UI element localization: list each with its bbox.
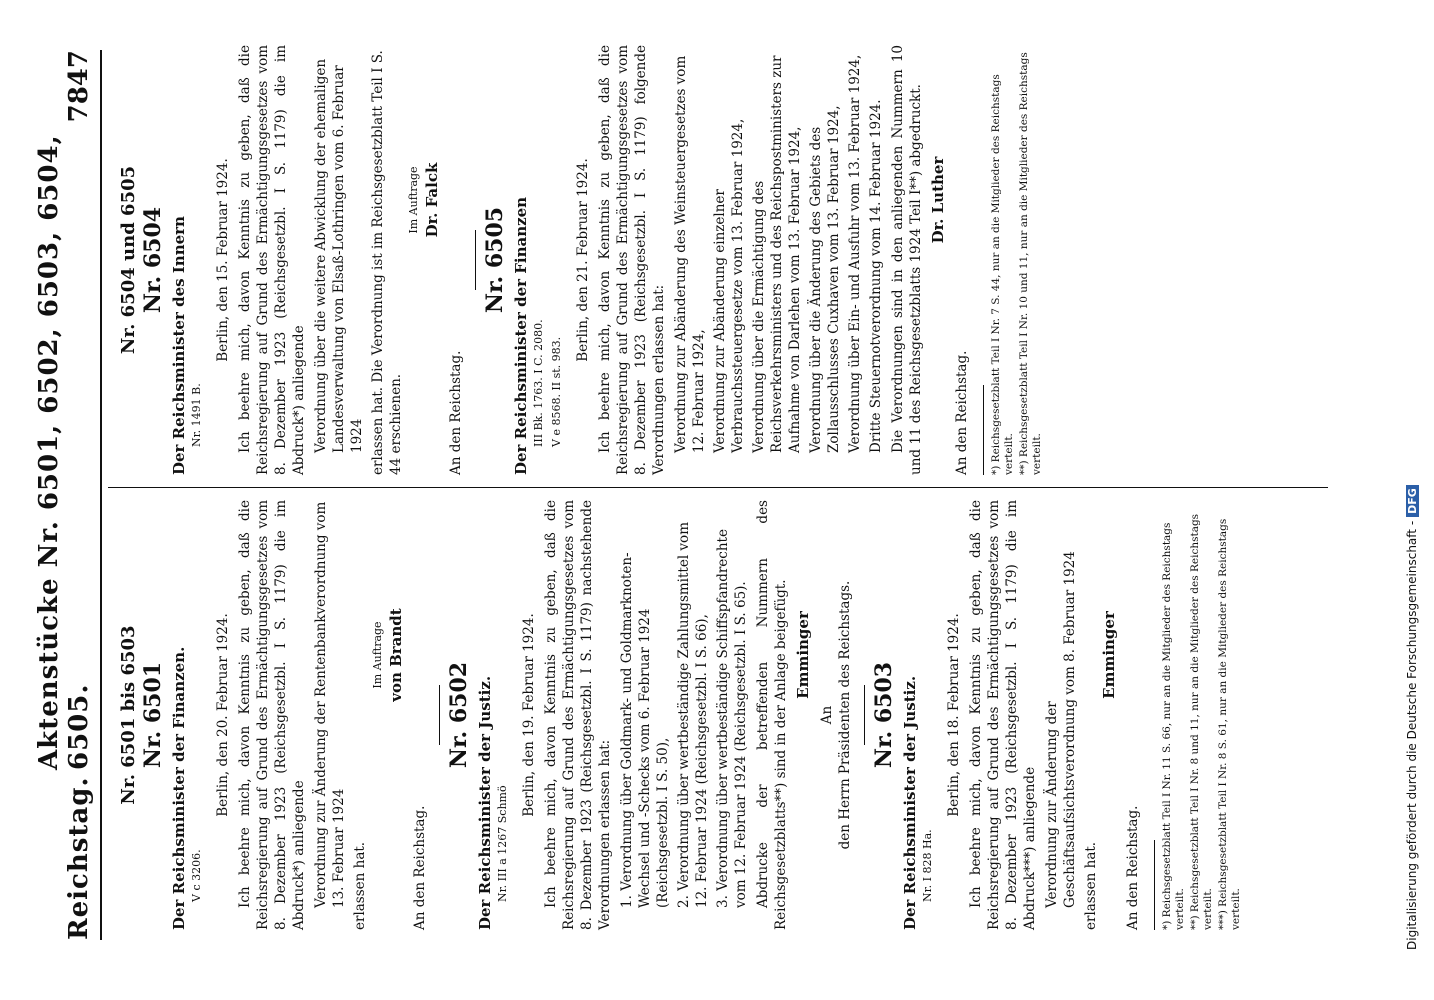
doc-number: Nr. 6503 bbox=[871, 661, 897, 769]
dfg-logo: DFG bbox=[1406, 485, 1419, 517]
doc-number: Nr. 6504 bbox=[140, 206, 166, 314]
signature: Emminger bbox=[1100, 611, 1118, 699]
footnote: ***) Reichsgesetzblatt Teil I Nr. 8 S. 61, nur an die Mitglieder des Reichstags verteilt. bbox=[1217, 518, 1242, 930]
ordinance-item: 1. Verordnung über Goldmark- und Goldmarknoten-Wechsel und -Schecks vom 6. Februar 1924 (Reichsgesetzbl. I S. 50), bbox=[619, 552, 671, 908]
reference: V c 3206. bbox=[190, 849, 203, 902]
footnote-rule bbox=[983, 385, 984, 475]
ordinance-item: Verordnung zur Abänderung einzelner Verbrauchssteuergesetze vom 13. Februar 1924, bbox=[712, 118, 746, 453]
body-text: Ich beehre mich, davon Kenntnis zu geben, daß die Reichsregierung auf Grund des Ermächtigungsgesetzes vom 8. Dezember 1923 (Reichsgesetzbl. I S. 1179) nachstehende Verordnungen erlassen hat: bbox=[543, 500, 613, 930]
reference: V e 8568. II st. 983. bbox=[550, 336, 563, 447]
page-number: 7847 bbox=[64, 50, 94, 123]
body-text: Ich beehre mich, davon Kenntnis zu geben, daß die Reichsregierung auf Grund des Ermächtigungsgesetzes vom 8. Dezember 1923 (Reichsgesetzbl. I S. 1179) die im Abdruck*) anliegende bbox=[237, 45, 307, 475]
date-line: Berlin, den 19. Februar 1924. bbox=[521, 613, 537, 817]
sender: Der Reichsminister der Finanzen. bbox=[170, 646, 188, 930]
addressee: An den Reichstag. bbox=[448, 350, 464, 475]
ordinance-item: Verordnung über die Ermächtigung des Reichsverkehrsministers und des Reichspostministers zur Aufnahme von Darlehen vom 13. Februar 1924, bbox=[751, 55, 803, 453]
ordinance-item: Verordnung zur Änderung der Rentenbankverordnung vom 13. Februar 1924 bbox=[313, 501, 347, 908]
doc-number: Nr. 6501 bbox=[140, 661, 166, 769]
closing-text: erlassen hat. bbox=[352, 841, 368, 930]
ordinance-item: Verordnung zur Abänderung des Weinsteuergesetzes vom 12. Februar 1924, bbox=[673, 55, 707, 453]
signature: Dr. Falck bbox=[423, 162, 441, 238]
closing-text: erlassen hat. bbox=[1083, 841, 1099, 930]
range-heading: Nr. 6504 und 6505 bbox=[118, 165, 139, 355]
page-header bbox=[34, 50, 102, 940]
signature: von Brandt bbox=[387, 608, 405, 702]
header-left: Reichstag. bbox=[64, 776, 94, 940]
addressee: An den Reichstag. bbox=[412, 805, 428, 930]
signature: Emminger bbox=[794, 611, 812, 699]
reference: Nr. 1491 B. bbox=[190, 383, 203, 447]
date-line: Berlin, den 18. Februar 1924. bbox=[946, 613, 962, 817]
ordinance-item: Verordnung über Ein- und Ausfuhr vom 13. Februar 1924, bbox=[847, 54, 863, 453]
ordinance-item: 2. Verordnung über wertbeständige Zahlungsmittel vom 12. Februar 1924 (Reichsgesetzbl. I S. 66), bbox=[676, 522, 710, 908]
reference: Nr. III a 1267 Schmö bbox=[496, 785, 509, 902]
separator bbox=[439, 685, 440, 745]
body-text: Ich beehre mich, davon Kenntnis zu geben, daß die Reichsregierung auf Grund des Ermächtigungsgesetzes vom 8. Dezember 1923 (Reichsgesetzbl. I S. 1179) folgende Verordnungen erlassen hat: bbox=[597, 45, 667, 475]
closing-text: Abdrucke der betreffenden Nummern des Reichsgesetzblatts**) sind in der Anlage beigefügt. bbox=[755, 500, 789, 930]
doc-number: Nr. 6502 bbox=[446, 661, 472, 769]
closing-text: erlassen hat. Die Verordnung ist im Reichsgesetzblatt Teil I S. 44 erschienen. bbox=[370, 50, 404, 475]
signature-note: Im Auftrage bbox=[371, 621, 384, 689]
addressee: An den Reichstag. bbox=[1125, 805, 1141, 930]
ordinance-item: Verordnung über die Änderung des Gebiets des Zollausschlusses Cuxhaven vom 13. Februar 1924, bbox=[808, 105, 842, 453]
addressee-label: An bbox=[819, 705, 835, 725]
addressee: An den Reichstag. bbox=[954, 350, 970, 475]
reference: Nr. I 828 Ha. bbox=[921, 829, 934, 902]
body-text: Ich beehre mich, davon Kenntnis zu geben, daß die Reichsregierung auf Grund des Ermächtigungsgesetzes vom 8. Dezember 1923 (Reichsgesetzbl. I S. 1179) die im Abdruck***) anliegende bbox=[968, 500, 1038, 930]
sender: Der Reichsminister der Justiz. bbox=[901, 675, 919, 930]
closing-text: Die Verordnungen sind in den anliegenden Nummern 10 und 11 des Reichsgesetzblatts 1924 Teil I**) abgedruckt. bbox=[890, 45, 924, 475]
date-line: Berlin, den 21. Februar 1924. bbox=[575, 158, 591, 362]
date-line: Berlin, den 20. Februar 1924. bbox=[215, 613, 231, 817]
range-heading: Nr. 6501 bis 6503 bbox=[118, 625, 139, 805]
separator bbox=[864, 685, 865, 745]
column-right bbox=[110, 45, 1046, 475]
sender: Der Reichsminister des Innern bbox=[170, 216, 188, 475]
signature-note: Im Auftrage bbox=[407, 166, 420, 234]
footnote: *) Reichsgesetzblatt Teil I Nr. 11 S. 66, nur an die Mitglieder des Reichstags verteilt. bbox=[1161, 522, 1186, 930]
date-line: Berlin, den 15. Februar 1924. bbox=[215, 158, 231, 362]
ordinance-item: Verordnung über die weitere Abwicklung der ehemaligen Landesverwaltung von Elsaß-Lothringen vom 6. Februar 1924 bbox=[313, 58, 365, 453]
doc-number: Nr. 6505 bbox=[482, 206, 508, 314]
signature: Dr. Luther bbox=[929, 156, 947, 244]
ordinance-item: Dritte Steuernotverordnung vom 14. Februar 1924. bbox=[868, 99, 884, 453]
footnote: *) Reichsgesetzblatt Teil I Nr. 7 S. 44, nur an die Mitglieder des Reichstags verteilt. bbox=[990, 74, 1015, 475]
addressee: den Herrn Präsidenten des Reichstags. bbox=[837, 580, 853, 850]
digitization-credit bbox=[1405, 485, 1419, 950]
sender: Der Reichsminister der Justiz. bbox=[476, 675, 494, 930]
sender: Der Reichsminister der Finanzen bbox=[512, 196, 530, 475]
footnote: **) Reichsgesetzblatt Teil I Nr. 10 und 11, nur an die Mitglieder des Reichstags verteilt. bbox=[1018, 52, 1043, 475]
footnote: **) Reichsgesetzblatt Teil I Nr. 8 und 11, nur an die Mitglieder des Reichstags verteilt. bbox=[1189, 513, 1214, 930]
ordinance-item: Verordnung zur Änderung der Geschäftsaufsichtsverordnung vom 8. Februar 1924 bbox=[1044, 551, 1078, 908]
ordinance-item: 3. Verordnung über wertbeständige Schiffspfandrechte vom 12. Februar 1924 (Reichsgesetzbl. I S. 65). bbox=[715, 529, 749, 908]
reference: III Bk. 1763. I C. 2080. bbox=[532, 319, 545, 447]
credit-text: Digitalisierung gefördert durch die Deutsche Forschungsgemeinschaft - bbox=[1405, 520, 1419, 950]
column-divider bbox=[108, 487, 1328, 488]
column-left bbox=[110, 500, 1245, 930]
footnote-rule bbox=[1154, 840, 1155, 930]
separator bbox=[475, 230, 476, 290]
body-text: Ich beehre mich, davon Kenntnis zu geben, daß die Reichsregierung auf Grund des Ermächtigungsgesetzes vom 8. Dezember 1923 (Reichsgesetzbl. I S. 1179) die im Abdruck*) anliegende bbox=[237, 500, 307, 930]
header-title: Aktenstücke Nr. 6501, 6502, 6503, 6504, 6505. bbox=[34, 134, 94, 770]
